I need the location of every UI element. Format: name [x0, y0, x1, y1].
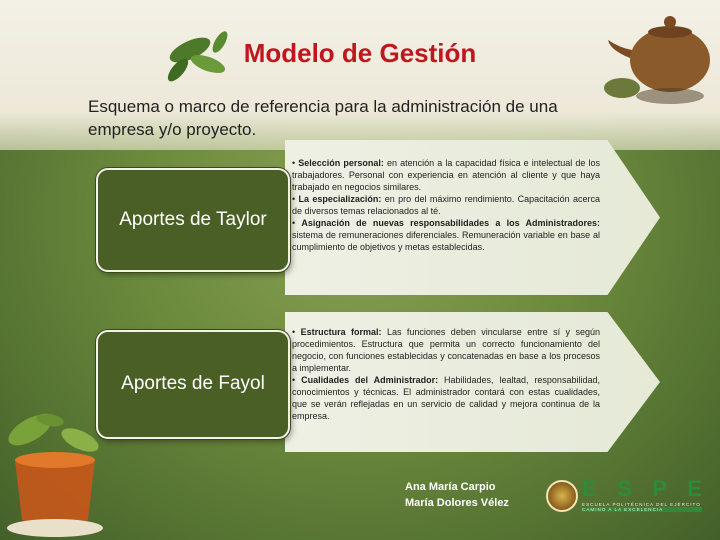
taylor-points	[292, 158, 600, 254]
logo-letters	[582, 476, 702, 502]
list-item: • Asignación de nuevas responsabilidades a los Administradores: sistema de remuneraciones diferenciales. Remuneración variable en base al cumplimiento de objetivos y metas establecidas.	[292, 217, 601, 252]
taylor-box-label: Aportes de Taylor	[119, 208, 267, 230]
logo-letter: P	[652, 476, 667, 501]
list-item: • La especialización: en pro del máximo rendimiento. Capacitación acerca de diversos temas relacionados al té.	[292, 193, 600, 216]
university-seal-icon	[546, 480, 578, 512]
list-item: • Selección personal: en atención a la capacidad física e intelectual de los trabajadores. Personal con experiencia en atención al cliente y que haya trabajado en negocios similares.	[292, 158, 601, 192]
point-term: Cualidades del Administrador:	[301, 374, 439, 385]
fayol-points	[292, 327, 600, 423]
logo-letter: E	[582, 476, 597, 501]
authors	[405, 480, 509, 512]
taylor-box	[96, 168, 290, 272]
point-text: Habilidades, lealtad, responsabilidad, conocimientos y técnicas. El administrador contará con estas cualidades, que se verán reflejadas en un servicio de calidad y mejora continua de la empresa.	[292, 374, 600, 421]
fayol-box-label: Aportes de Fayol	[121, 373, 265, 395]
tea-cup-illustration	[0, 400, 110, 540]
espe-logo	[582, 476, 702, 512]
point-term: Asignación de nuevas responsabilidades a los Administradores:	[301, 217, 601, 228]
point-text: en pro del máximo rendimiento. Capacitación acerca de diversos temas relacionados al té.	[292, 193, 600, 216]
logo-letter: E	[687, 476, 702, 501]
logo-letter: S	[617, 476, 632, 501]
author-name: María Dolores Vélez	[405, 496, 509, 509]
slide-title: Modelo de Gestión	[243, 38, 477, 68]
point-term: Estructura formal:	[300, 327, 382, 337]
logo-tagline: ESCUELA POLITÉCNICA DEL EJÉRCITO	[582, 502, 701, 507]
point-term: Selección personal:	[298, 158, 384, 168]
fayol-box	[96, 330, 290, 439]
author-name: Ana María Carpio	[405, 481, 496, 493]
list-item: • Estructura formal: Las funciones deben vincularse entre sí y según procedimientos. Estructura que permita un correcto funcionamiento del negocio, con funciones establecidas y concatenadas en base a los procesos a implementar.	[292, 327, 600, 373]
point-text: sistema de remuneraciones diferenciales. Remuneración variable en base al cumplimiento de objetivos y metas establecidas.	[292, 229, 600, 252]
logo-tagline: CAMINO A LA EXCELENCIA	[582, 507, 702, 512]
point-term: La especialización:	[298, 193, 382, 204]
point-text: Las funciones deben vincularse entre sí y según procedimientos. Estructura que permita un correcto funcionamiento del negocio, con funciones establecidas y concatenadas en base a los procesos a implementar.	[292, 327, 600, 373]
point-text: en atención a la capacidad física e intelectual de los trabajadores. Personal con experiencia en atención al cliente y que haya trabajado en negocios similares.	[292, 158, 601, 192]
list-item: • Cualidades del Administrador: Habilidades, lealtad, responsabilidad, conocimientos y técnicas. El administrador contará con estas cualidades, que se verán reflejadas en un servicio de calidad y mejora continua de la empresa.	[292, 374, 600, 421]
slide-subtitle: Esquema o marco de referencia para la administración de una empresa y/o proyecto.	[88, 97, 558, 139]
